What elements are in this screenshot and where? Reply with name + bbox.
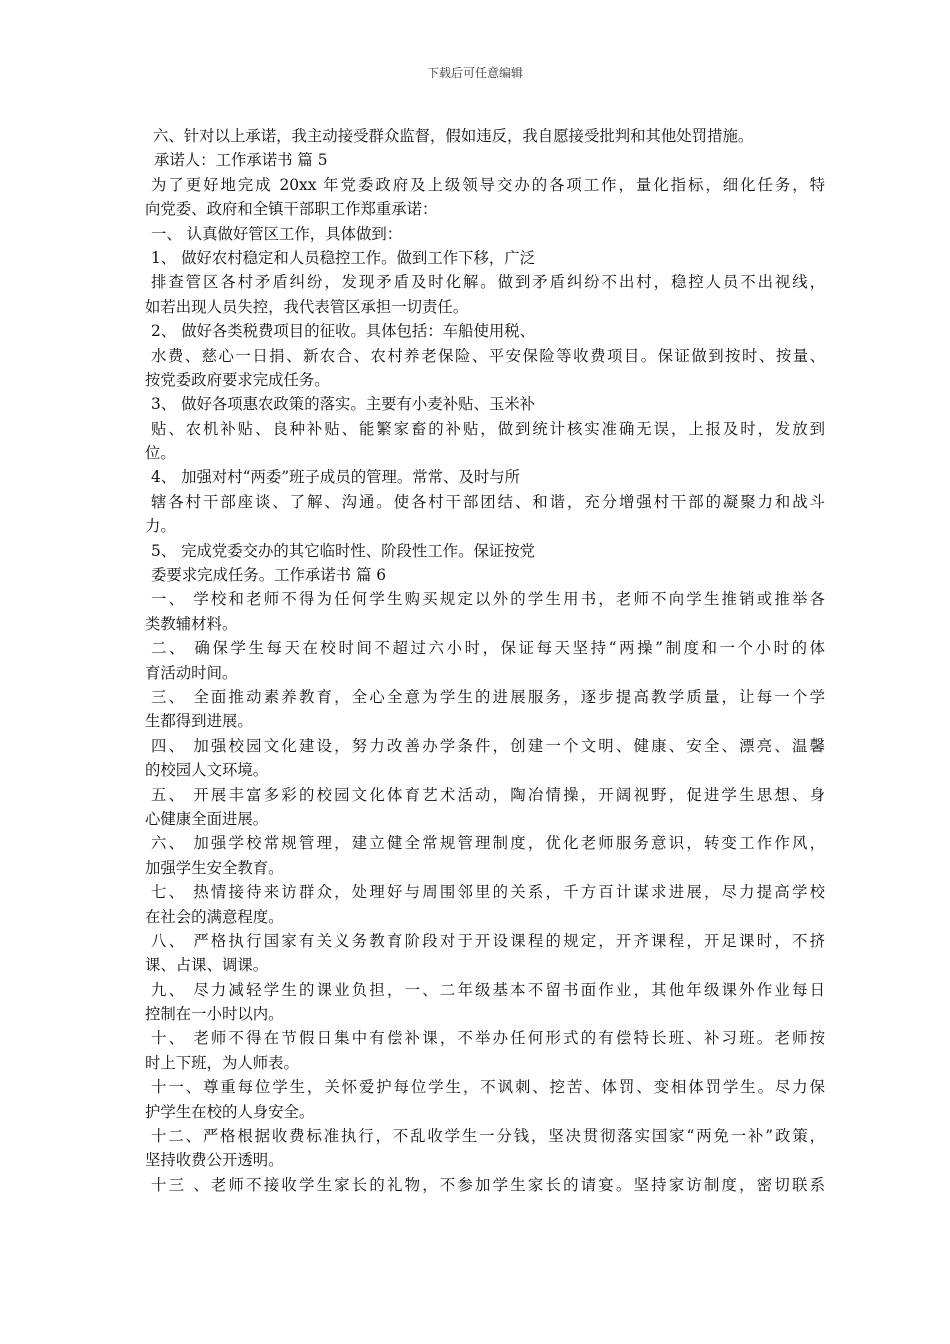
text-line: 十一、尊重每位学生，关怀爱护每位学生，不讽刺、挖苦、体罚、变相体罚学生。尽力保	[151, 1078, 825, 1097]
text-line: 向党委、政府和全镇干部职工作郑重承诺：	[145, 200, 438, 219]
text-line: 在社会的满意程度。	[145, 907, 284, 926]
text-line: 二、 确保学生每天在校时间不超过六小时，保证每天坚持“两操”制度和一个小时的体	[151, 639, 825, 658]
text-line: 五、 开展丰富多彩的校园文化体育艺术活动，陶冶情操，开阔视野，促进学生思想、身	[151, 785, 825, 804]
text-line: 力。	[145, 517, 176, 536]
text-line: 生都得到进展。	[145, 712, 253, 731]
text-line: 如若出现人员失控，我代表管区承担一切责任。	[145, 297, 469, 316]
text-line: 委要求完成任务。工作承诺书 篇 6	[151, 566, 387, 585]
text-line: 为了更好地完成 20xx 年党委政府及上级领导交办的各项工作，量化指标，细化任务，特	[151, 175, 825, 194]
text-line: 十、 老师不得在节假日集中有偿补课，不举办任何形式的有偿特长班、补习班。老师按	[151, 1029, 825, 1048]
text-line: 三、 全面推动素养教育，全心全意为学生的进展服务，逐步提高教学质量，让每一个学	[151, 687, 825, 706]
text-line: 课、占课、调课。	[145, 956, 269, 975]
text-line: 十三 、老师不接收学生家长的礼物，不参加学生家长的请宴。坚持家访制度，密切联系	[151, 1175, 825, 1194]
text-line: 时上下班，为人师表。	[145, 1053, 299, 1072]
text-line: 排查管区各村矛盾纠纷，发现矛盾及时化解。做到矛盾纠纷不出村，稳控人员不出视线，	[151, 273, 825, 292]
text-line: 控制在一小时以内。	[145, 1005, 284, 1024]
text-line: 九、 尽力减轻学生的课业负担，一、二年级基本不留书面作业，其他年级课外作业每日	[151, 980, 825, 999]
text-line: 按党委政府要求完成任务。	[145, 370, 330, 389]
text-line: 类教辅材料。	[145, 614, 238, 633]
text-line: 一、 认真做好管区工作，具体做到：	[151, 224, 403, 243]
text-line: 六、 加强学校常规管理，建立健全常规管理制度，优化老师服务意识，转变工作作风，	[151, 834, 825, 853]
text-line: 2、 做好各类税费项目的征收。具体包括：车船使用税、	[151, 322, 536, 341]
document-body	[145, 124, 825, 1197]
text-line: 辖各村干部座谈、了解、沟通。使各村干部团结、和谐，充分增强村干部的凝聚力和战斗	[151, 492, 825, 511]
text-line: 育活动时间。	[145, 663, 238, 682]
text-line: 5、 完成党委交办的其它临时性、阶段性工作。保证按党	[151, 541, 536, 560]
text-line: 四、 加强校园文化建设，努力改善办学条件，创建一个文明、健康、安全、漂亮、温馨	[151, 736, 825, 755]
text-line: 3、 做好各项惠农政策的落实。主要有小麦补贴、玉米补	[151, 395, 536, 414]
text-line: 1、 做好农村稳定和人员稳控工作。做到工作下移，广泛	[151, 248, 536, 267]
text-line: 4、 加强对村“两委”班子成员的管理。常常、及时与所	[151, 468, 521, 487]
text-line: 七、 热情接待来访群众，处理好与周围邻里的关系，千方百计谋求进展，尽力提高学校	[151, 883, 825, 902]
text-line: 加强学生安全教育。	[145, 858, 284, 877]
text-line: 承诺人：工作承诺书 篇 5	[154, 151, 328, 170]
text-line: 心健康全面进展。	[145, 809, 269, 828]
page-header: 下载后可任意编辑	[426, 66, 523, 80]
text-line: 十二、严格根据收费标准执行，不乱收学生一分钱，坚决贯彻落实国家“两免一补”政策，	[151, 1127, 825, 1146]
text-line: 八、 严格执行国家有关义务教育阶段对于开设课程的规定，开齐课程，开足课时，不挤	[151, 931, 825, 950]
text-line: 的校园人文环境。	[145, 761, 269, 780]
text-line: 护学生在校的人身安全。	[145, 1102, 315, 1121]
text-line: 贴、农机补贴、良种补贴、能繁家畜的补贴，做到统计核实准确无误，上报及时，发放到	[151, 419, 825, 438]
text-line: 一、 学校和老师不得为任何学生购买规定以外的学生用书，老师不向学生推销或推举各	[151, 590, 825, 609]
text-line: 坚持收费公开透明。	[145, 1151, 284, 1170]
text-line: 位。	[145, 444, 176, 463]
text-line: 水费、慈心一日捐、新农合、农村养老保险、平安保险等收费项目。保证做到按时、按量、	[151, 346, 825, 365]
text-line: 六、针对以上承诺，我主动接受群众监督，假如违反，我自愿接受批判和其他处罚措施。	[153, 127, 754, 145]
